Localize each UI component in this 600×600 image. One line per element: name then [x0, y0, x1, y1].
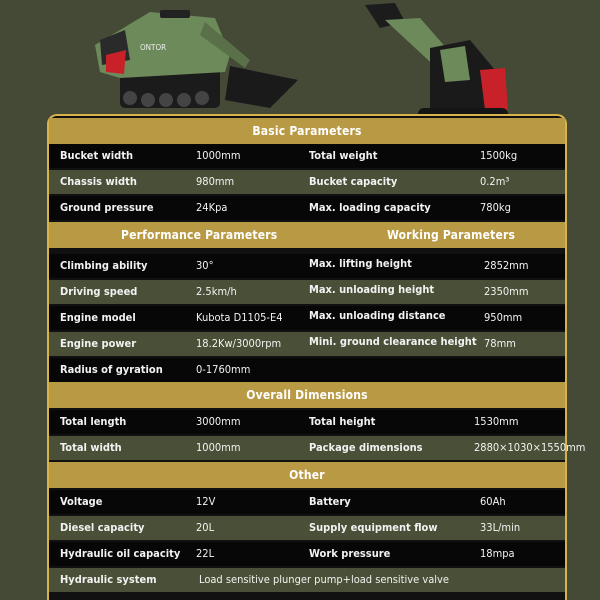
brand-decal: ONTOR: [140, 43, 167, 52]
working-title: Working Parameters: [387, 228, 516, 242]
section-header-other: Other: [49, 462, 565, 488]
table-row: Total width 1000mm Package dimensions 2880×1030×1550mm: [49, 436, 565, 460]
section-header-performance-working: [49, 222, 565, 248]
table-row: Climbing ability 30° Max. lifting height 2852mm: [49, 254, 565, 278]
table-row: Bucket width 1000mm Total weight 1500kg: [49, 144, 565, 168]
table-row: Voltage 12V Battery 60Ah: [49, 490, 565, 514]
performance-title: Performance Parameters: [121, 228, 278, 242]
loader-side-view: [95, 10, 298, 108]
table-row: Driving speed 2.5km/h Max. unloading height 2350mm: [49, 280, 565, 304]
section-header-overall: Overall Dimensions: [49, 382, 565, 408]
table-row: Diesel capacity 20L Supply equipment flow 33L/min: [49, 516, 565, 540]
table-row: Hydraulic oil capacity 22L Work pressure 18mpa: [49, 542, 565, 566]
table-row: Chassis width 980mm Bucket capacity 0.2m³: [49, 170, 565, 194]
table-row: Hydraulic system Load sensitive plunger pump+load sensitive valve: [49, 568, 565, 592]
table-row: Radius of gyration 0-1760mm: [49, 358, 565, 382]
table-row: Ground pressure 24Kpa Max. loading capacity 780kg: [49, 196, 565, 220]
table-row: Total length 3000mm Total height 1530mm: [49, 410, 565, 434]
spec-panel: [47, 114, 586, 600]
table-row: Engine model Kubota D1105-E4 Max. unloading distance 950mm: [49, 306, 565, 330]
table-row: Engine power 18.2Kw/3000rpm Mini. ground clearance height 78mm: [49, 332, 565, 356]
section-header-basic: Basic Parameters: [49, 118, 565, 144]
